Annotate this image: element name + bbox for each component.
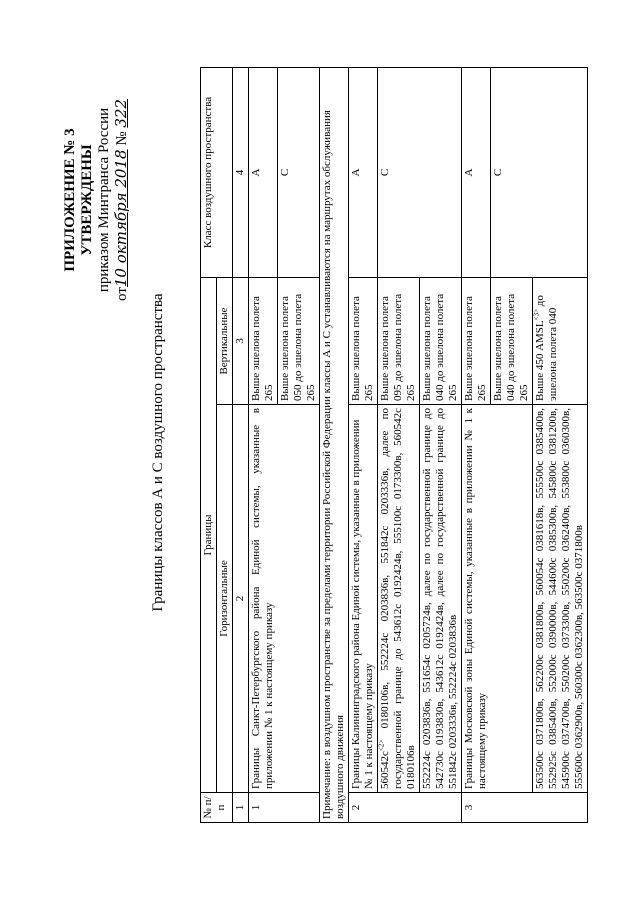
footnote-ref: <2> [377,739,386,752]
header-row [201,67,217,822]
table-row [378,67,420,822]
note-text: Примечание: в воздушном пространстве за пределами территории Российской Федерации классы А и С устанавливаются на маршрутах обслуживания воздушного движения [320,67,349,822]
airspace-class: С [378,67,462,277]
index-4: 4 [233,67,249,277]
altitude-range: до эшелона полета 040 [534,295,559,401]
approved-label: УТВЕРЖДЕНЫ [79,144,95,256]
header-bounds: Границы [201,277,217,792]
note-row [320,67,349,822]
horizontal-coordinates: 563500с 0371800в, 562200с 0381800в, 560054с 0381618в, 555500с 0385400в, 552925с 0385400в, 552000с 0390000в, 544600с 0385300в, 545800с 0381200в, 545900с 0374700в, 550200с 0373300в, 550200с 0362400в, 553800с 0360300в, 555600с 0362900в, 560300с 0362300в, 563500с 0371800в [533,405,588,793]
coord-point: 0180106в [379,684,391,740]
vertical-bounds: Выше эшелона полета 095 до эшелона полета 265 [378,277,420,404]
index-1: 1 [233,793,249,823]
airspace-class: С [278,67,320,277]
header-class: Класс воздушного пространства [201,67,233,277]
order-date-line [113,60,131,340]
vertical-bounds: Выше эшелона полета 040 до эшелона полета 265 [420,277,462,404]
appendix-number: ПРИЛОЖЕНИЕ № 3 [62,128,78,272]
column-index-row [233,67,249,822]
vertical-bounds: Выше эшелона полета 040 до эшелона полета 265 [491,277,533,404]
header-vertical: Вертикальные [217,277,233,404]
table-row [249,67,278,822]
vertical-bounds: Выше эшелона полета 265 [249,277,278,404]
row-num: 2 [349,793,462,823]
handwritten-date: 10 октября 2018 [112,149,130,288]
handwritten-number: 322 [112,99,130,128]
number-prefix: № [114,131,130,146]
index-2: 2 [233,405,249,793]
footnote-ref: <3> [532,308,541,321]
table-row [349,67,378,822]
horizontal-coordinates: 552224с 0203836в, 551654с 0205724в, далее по государственной границе до 542730с 0193830в, 543612с 0192424в, далее по государственной границе до 551842с 0203336в, 552224с 0203836в [420,405,462,793]
horizontal-bounds: Границы Московской зоны Единой системы, указанные в приложении № 1 к настоящему приказу [462,405,533,793]
airspace-class: А [462,67,491,277]
airspace-class: А [349,67,378,277]
row-num: 1 [249,793,320,823]
header-num: № п/п [201,793,233,823]
vertical-bounds: Выше эшелона полета 265 [462,277,491,404]
document-title: Границы классов А и С воздушного пространства [150,293,166,612]
coord-point: 560542с [379,751,391,789]
horizontal-coordinates [378,405,420,793]
vertical-bounds: Выше эшелона полета 265 [349,277,378,404]
order-by: приказом Минтранса России [96,107,112,293]
row-num: 3 [462,793,588,823]
horizontal-bounds: Границы Калининградского района Единой системы, указанные в приложении № 1 к настоящему приказу [349,405,378,793]
coord-list: , 552224с 0203836в, 551842с 0203336в, далее по государственной границе до 543612с 0192424в, 555100с 0173300в, 560542с 0180106в [379,408,417,789]
index-3: 3 [233,277,249,404]
header-horizontal: Горизонтальные [217,405,233,793]
altitude-value: Выше 450 AMSL [534,320,546,401]
vertical-bounds [533,277,588,404]
airspace-class: А [249,67,278,277]
airspace-class: С [491,67,588,277]
appendix-block [62,60,131,340]
vertical-bounds: Выше эшелона полета 050 до эшелона полета 265 [278,277,320,404]
from-prefix: от [114,287,130,301]
airspace-classes-table [200,67,588,823]
horizontal-bounds: Границы Санкт-Петербургского района Единой системы, указанные в приложении № 1 к настоящему приказу [249,405,320,793]
table-row [462,67,491,822]
